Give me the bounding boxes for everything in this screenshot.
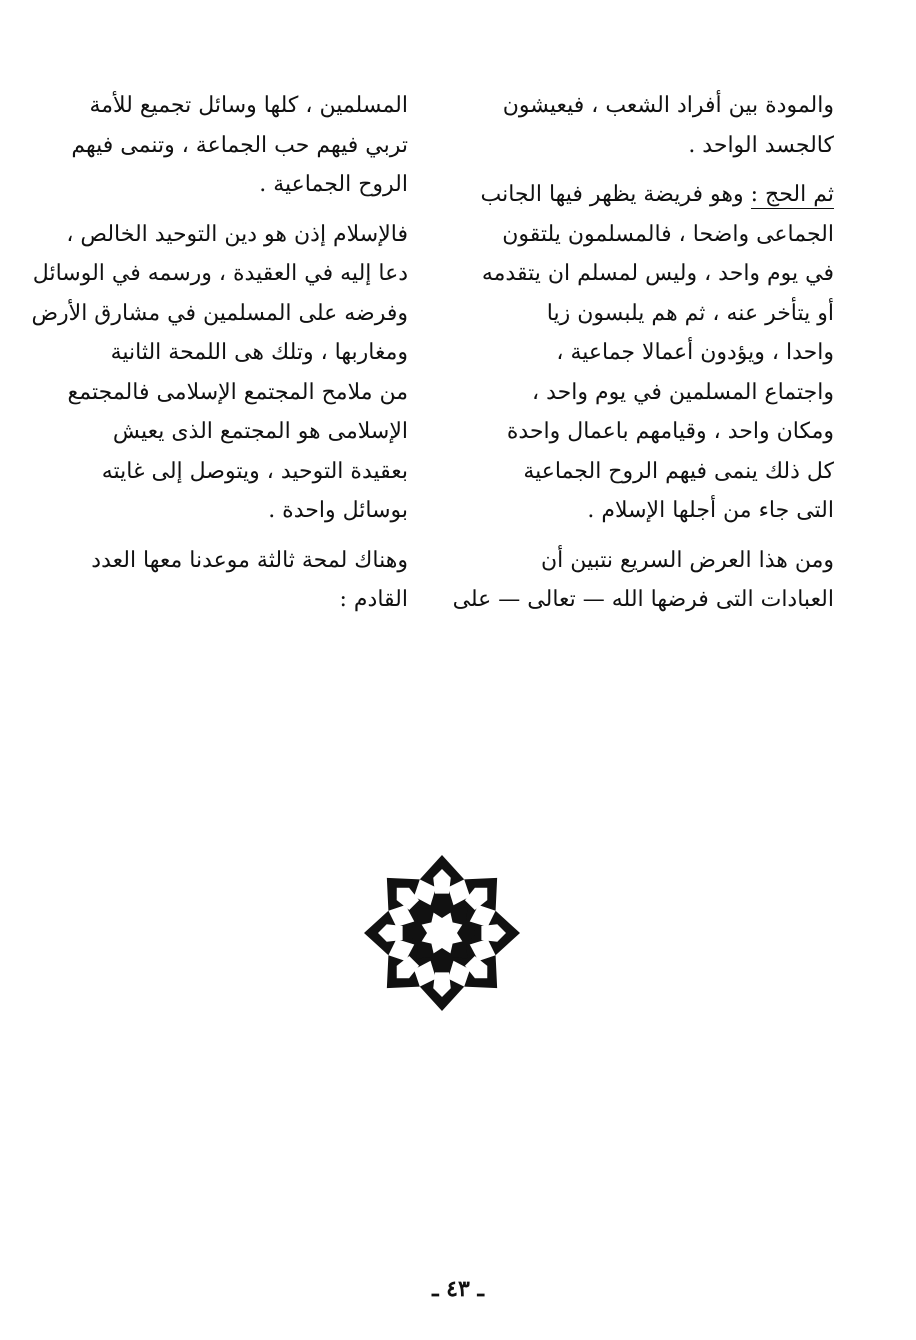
left-text-column	[31, 86, 408, 630]
paragraph	[452, 541, 834, 620]
text-line: أو يتأخر عنه ، ثم هم يلبسون زيا	[546, 300, 834, 326]
text-line: الجماعى واضحا ، فالمسلمون يلتقون	[502, 221, 834, 247]
text-line: بوسائل واحدة .	[268, 498, 408, 523]
text-line: المسلمين ، كلها وسائل تجميع للأمة	[89, 93, 408, 118]
text-line: واحدا ، ويؤدون أعمالا جماعية ،	[556, 340, 834, 365]
text-line: في يوم واحد ، وليس لمسلم ان يتقدمه	[481, 261, 834, 286]
paragraph	[482, 175, 834, 531]
section-lead-underlined: ثم الحج :	[750, 182, 834, 207]
text-line: الإسلامى هو المجتمع الذى يعيش	[112, 419, 408, 444]
paragraph	[482, 86, 834, 165]
text-line: التى جاء من أجلها الإسلام .	[587, 498, 834, 523]
right-text-column	[452, 86, 834, 630]
text-line: ومغاربها ، وتلك هى اللمحة الثانية	[110, 340, 408, 365]
ornament-shapes	[364, 855, 520, 1011]
text-line: القادم :	[339, 587, 408, 612]
text-line	[482, 175, 834, 215]
paragraph	[56, 86, 408, 205]
text-line: ومكان واحد ، وقيامهم باعمال واحدة	[506, 419, 834, 444]
text-line: الروح الجماعية .	[259, 172, 408, 197]
text-line: فالإسلام إذن هو دين التوحيد الخالص ،	[66, 221, 408, 247]
paragraph	[56, 541, 408, 620]
page-number: ـ ٤٣ ـ	[432, 1276, 484, 1302]
text-line: دعا إليه في العقيدة ، ورسمه في الوسائل	[32, 261, 408, 286]
text-line: كالجسد الواحد .	[688, 132, 834, 158]
text-line: تربي فيهم حب الجماعة ، وتنمى فيهم	[71, 132, 408, 158]
text-line: العبادات التى فرضها الله — تعالى — على	[452, 587, 834, 612]
text-line: وفرضه على المسلمين في مشارق الأرض	[31, 300, 408, 326]
text-line: كل ذلك ينمى فيهم الروح الجماعية	[523, 458, 834, 484]
paragraph	[31, 215, 408, 531]
eight-point-star-rosette-icon	[362, 853, 522, 1013]
text-line: واجتماع المسلمين في يوم واحد ،	[532, 379, 834, 405]
text-line: وهناك لمحة ثالثة موعدنا معها العدد	[91, 547, 408, 573]
text-line-rest: وهو فريضة يظهر فيها الجانب	[480, 182, 751, 207]
text-line: ومن هذا العرض السريع نتبين أن	[540, 547, 834, 573]
text-line: والمودة بين أفراد الشعب ، فيعيشون	[502, 93, 834, 118]
text-line: بعقيدة التوحيد ، ويتوصل إلى غايته	[101, 458, 408, 484]
text-line: من ملامح المجتمع الإسلامى فالمجتمع	[67, 379, 408, 405]
